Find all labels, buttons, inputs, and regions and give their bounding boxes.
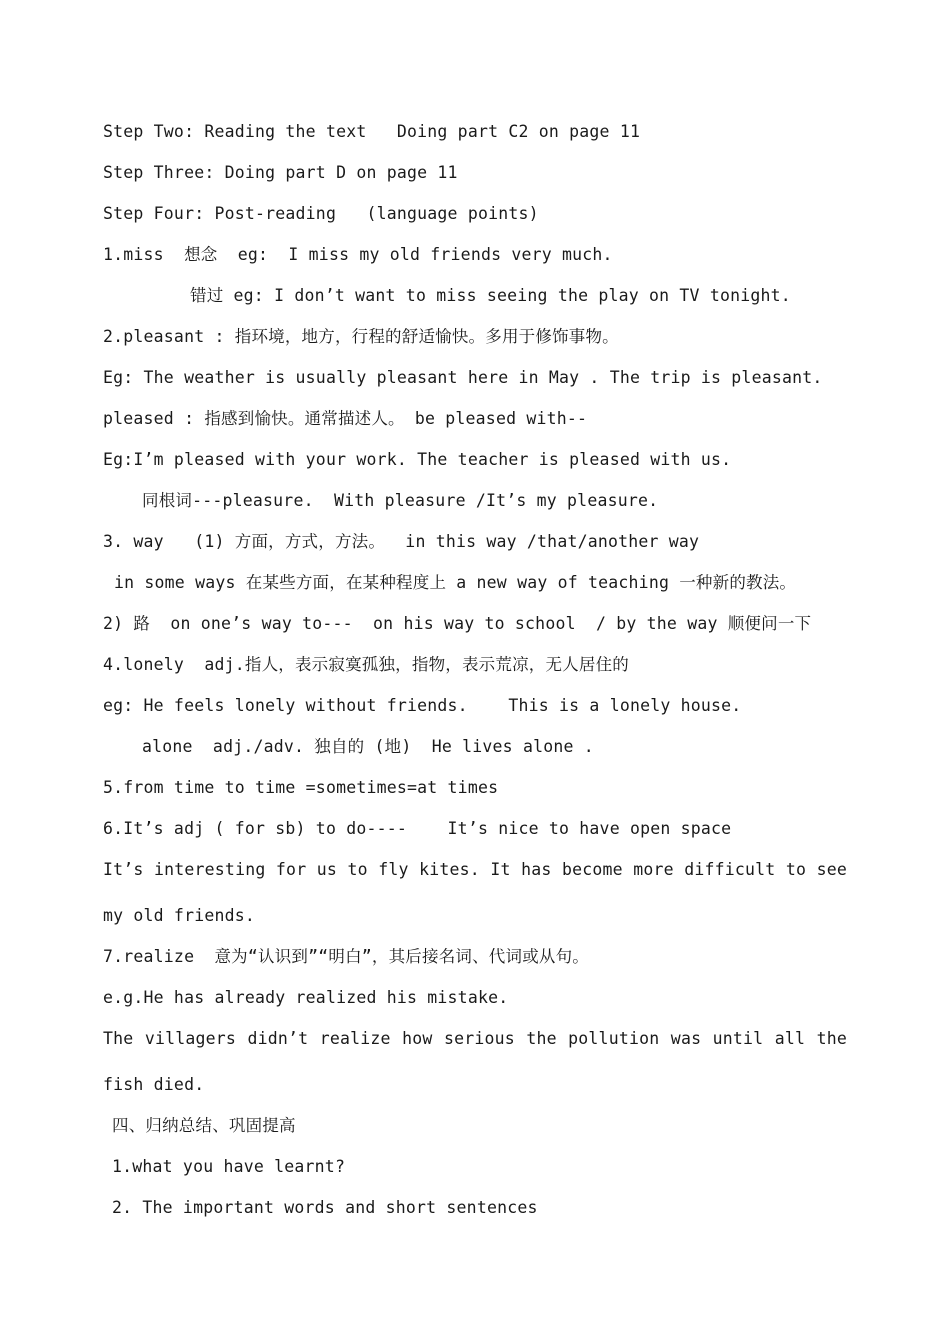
point-pleasant: 2.pleasant : 指环境，地方，行程的舒适愉快。多用于修饰事物。 [103, 327, 619, 346]
point-miss: 1.miss 想念 eg: I miss my old friends very much. [103, 245, 613, 264]
point-miss-example: 错过 eg: I don’t want to miss seeing the play on TV tonight. [190, 286, 791, 305]
point-its-adj-example-cont: my old friends. [103, 906, 256, 925]
point-way: 3. way (1) 方面，方式，方法。 in this way /that/another way [103, 532, 700, 551]
point-way-ways: in some ways 在某些方面，在某种程度上 a new way of teaching 一种新的教法。 [114, 573, 797, 592]
point-its-adj: 6.It’s adj ( for sb) to do---- It’s nice to have open space [103, 819, 732, 838]
point-lonely-example: eg: He feels lonely without friends. This is a lonely house. [103, 696, 742, 715]
summary-item-1: 1.what you have learnt? [112, 1157, 346, 1176]
point-lonely: 4.lonely adj.指人，表示寂寞孤独，指物，表示荒凉，无人居住的 [103, 655, 629, 674]
point-realize: 7.realize 意为“认识到”“明白”，其后接名词、代词或从句。 [103, 947, 590, 966]
point-realize-example-2-cont: fish died. [103, 1075, 205, 1094]
point-from-time-to-time: 5.from time to time =sometimes=at times [103, 778, 499, 797]
point-pleasant-example: Eg: The weather is usually pleasant here in May . The trip is pleasant. [103, 368, 823, 387]
section-summary-heading: 四、归纳总结、巩固提高 [112, 1116, 296, 1135]
point-alone: alone adj./adv. 独自的 (地) He lives alone . [142, 737, 594, 756]
step-two-line: Step Two: Reading the text Doing part C2 on page 11 [103, 122, 641, 141]
point-pleased-example: Eg:I’m pleased with your work. The teacher is pleased with us. [103, 450, 732, 469]
point-pleasure: 同根词---pleasure. With pleasure /It’s my pleasure. [142, 491, 659, 510]
point-realize-example-2: The villagers didn’t realize how serious the pollution was until all the [103, 1029, 847, 1048]
point-its-adj-example: It’s interesting for us to fly kites. It has become more difficult to see [103, 860, 847, 879]
step-four-line: Step Four: Post-reading (language points) [103, 204, 539, 223]
point-way-road: 2) 路 on one’s way to--- on his way to school / by the way 顺便问一下 [103, 614, 812, 633]
point-realize-example: e.g.He has already realized his mistake. [103, 988, 509, 1007]
step-three-line: Step Three: Doing part D on page 11 [103, 163, 458, 182]
summary-item-2: 2. The important words and short sentences [112, 1198, 538, 1217]
point-pleased: pleased : 指感到愉快。通常描述人。 be pleased with-- [103, 409, 588, 428]
